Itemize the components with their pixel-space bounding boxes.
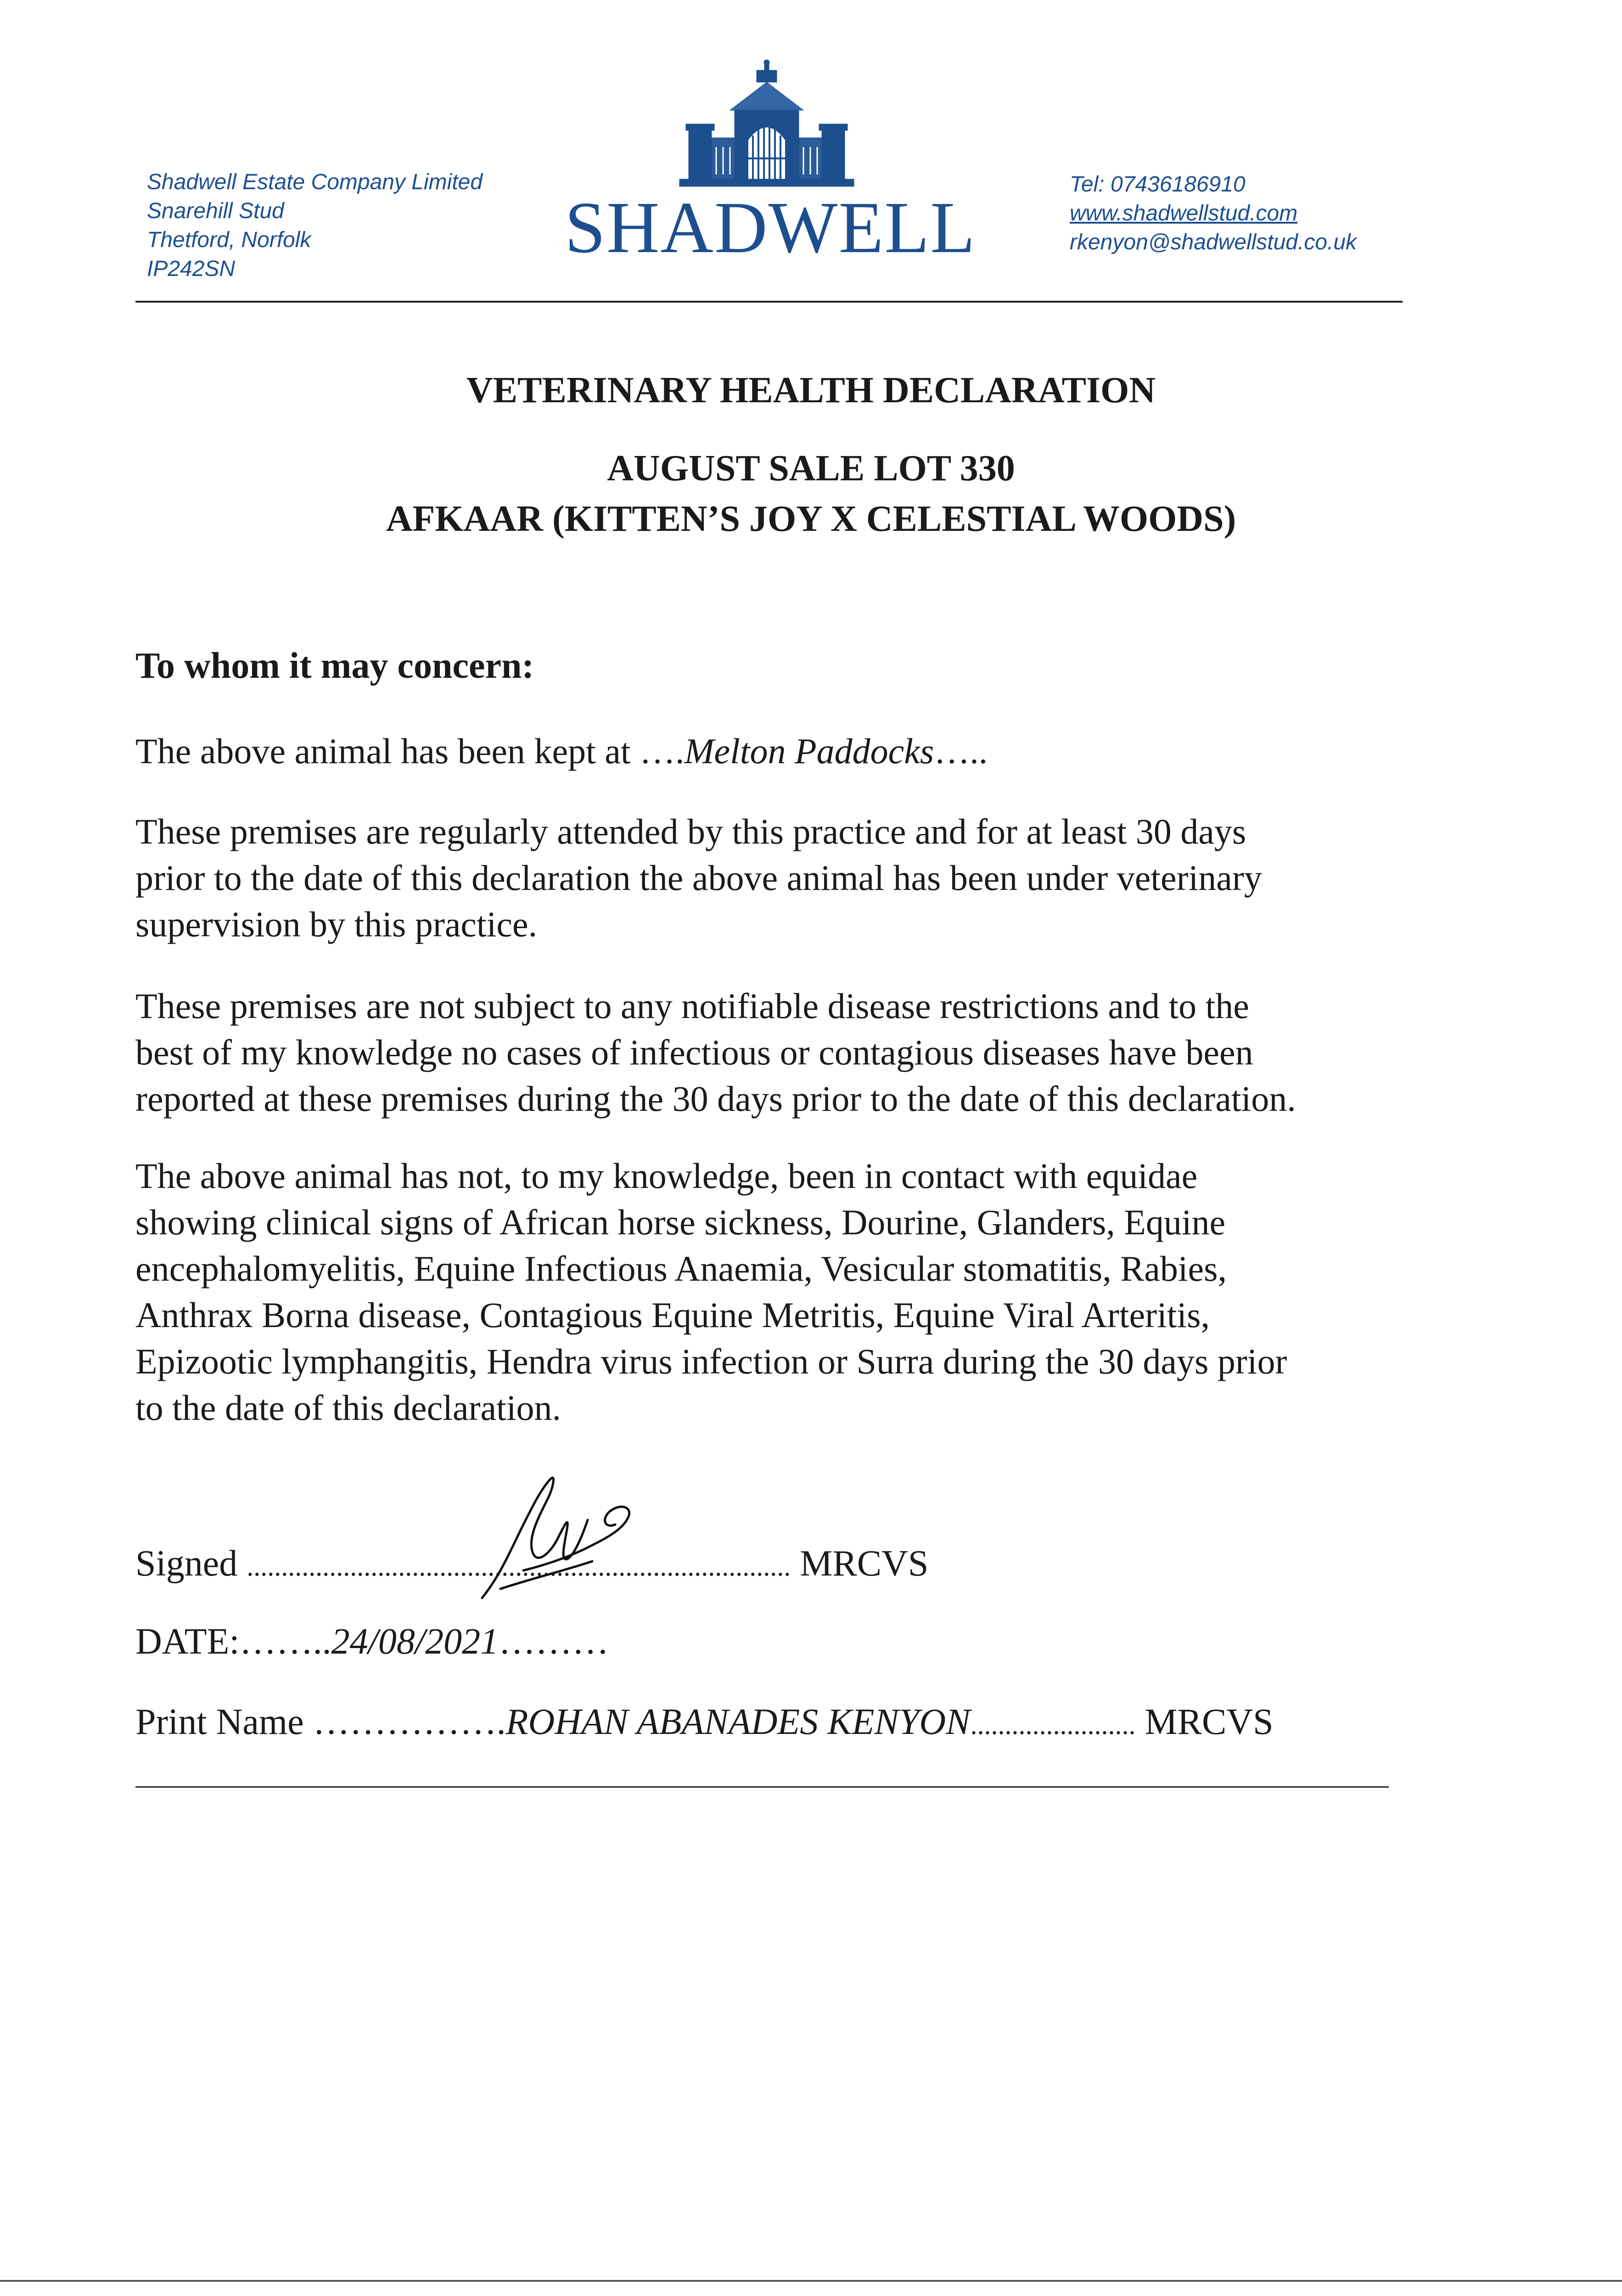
date-line (135, 1621, 609, 1663)
horse-heading: AFKAAR (KITTEN’S JOY X CELESTIAL WOODS) (386, 499, 1236, 539)
paragraph-line: supervision by this practice. (135, 904, 538, 944)
paragraph-line: reported at these premises during the 30 days prior to the date of this declaration. (135, 1079, 1296, 1119)
kept-at-line (135, 728, 1412, 774)
paragraph-line: These premises are not subject to any notifiable disease restrictions and to the (135, 986, 1249, 1026)
paragraph-line: prior to the date of this declaration the above animal has been under veterinary (135, 858, 1262, 898)
print-name-line (135, 1701, 1274, 1743)
signed-dots: ............................................................................... (247, 1551, 791, 1581)
company-address (147, 168, 483, 283)
footer-divider (135, 1786, 1389, 1788)
website-link[interactable]: www.shadwellstud.com (1070, 201, 1298, 225)
paragraph-line: encephalomyelitis, Equine Infectious Anaemia, Vesicular stomatitis, Rabies, (135, 1249, 1227, 1289)
signed-label: Signed (135, 1543, 238, 1584)
email-address[interactable]: rkenyon@shadwellstud.co.uk (1070, 230, 1357, 254)
print-dots: ........................ (970, 1710, 1136, 1740)
address-line: Shadwell Estate Company Limited (147, 170, 483, 194)
date-suffix: ……… (499, 1621, 609, 1662)
print-suffix: MRCVS (1145, 1702, 1274, 1742)
date-value: 24/08/2021 (331, 1621, 499, 1662)
greeting: To whom it may concern: (135, 646, 534, 686)
print-label: Print Name ……………. (135, 1702, 506, 1742)
kept-suffix: ….. (934, 731, 988, 771)
brand-wordmark: SHADWELL (565, 186, 976, 268)
phone-number: Tel: 07436186910 (1070, 172, 1246, 197)
paragraph-line: best of my knowledge no cases of infectious or contagious diseases have been (135, 1032, 1253, 1072)
paragraph-line: to the date of this declaration. (135, 1388, 561, 1428)
gate-logo-icon (675, 60, 859, 188)
signed-suffix: MRCVS (800, 1543, 929, 1584)
address-line: Snarehill Stud (147, 199, 284, 223)
paragraph-line: These premises are regularly attended by this practice and for at least 30 days (135, 811, 1246, 851)
header-divider (135, 301, 1403, 303)
paragraph-supervision (135, 808, 1412, 947)
kept-prefix: The above animal has been kept at …. (135, 731, 685, 771)
print-name-value: ROHAN ABANADES KENYON (505, 1702, 971, 1742)
contact-details (1070, 170, 1357, 257)
paragraph-line: Anthrax Borna disease, Contagious Equine Metritis, Equine Viral Arteritis, (135, 1295, 1210, 1335)
paragraph-contact (135, 1153, 1412, 1431)
paragraph-line: Epizootic lymphangitis, Hendra virus infection or Surra during the 30 days prior (135, 1341, 1287, 1381)
paragraph-line: The above animal has not, to my knowledge, been in contact with equidae (135, 1156, 1198, 1196)
kept-location: Melton Paddocks (684, 731, 934, 771)
page-bottom-rule (0, 2280, 1622, 2282)
sale-lot-heading: AUGUST SALE LOT 330 (607, 448, 1015, 489)
document-title: VETERINARY HEALTH DECLARATION (466, 370, 1156, 411)
date-label: DATE:…….. (135, 1621, 331, 1662)
handwritten-signature (473, 1460, 638, 1607)
address-line: IP242SN (147, 257, 236, 281)
address-line: Thetford, Norfolk (147, 228, 311, 252)
paragraph-line: showing clinical signs of African horse sickness, Dourine, Glanders, Equine (135, 1202, 1226, 1242)
paragraph-restrictions (135, 983, 1412, 1122)
